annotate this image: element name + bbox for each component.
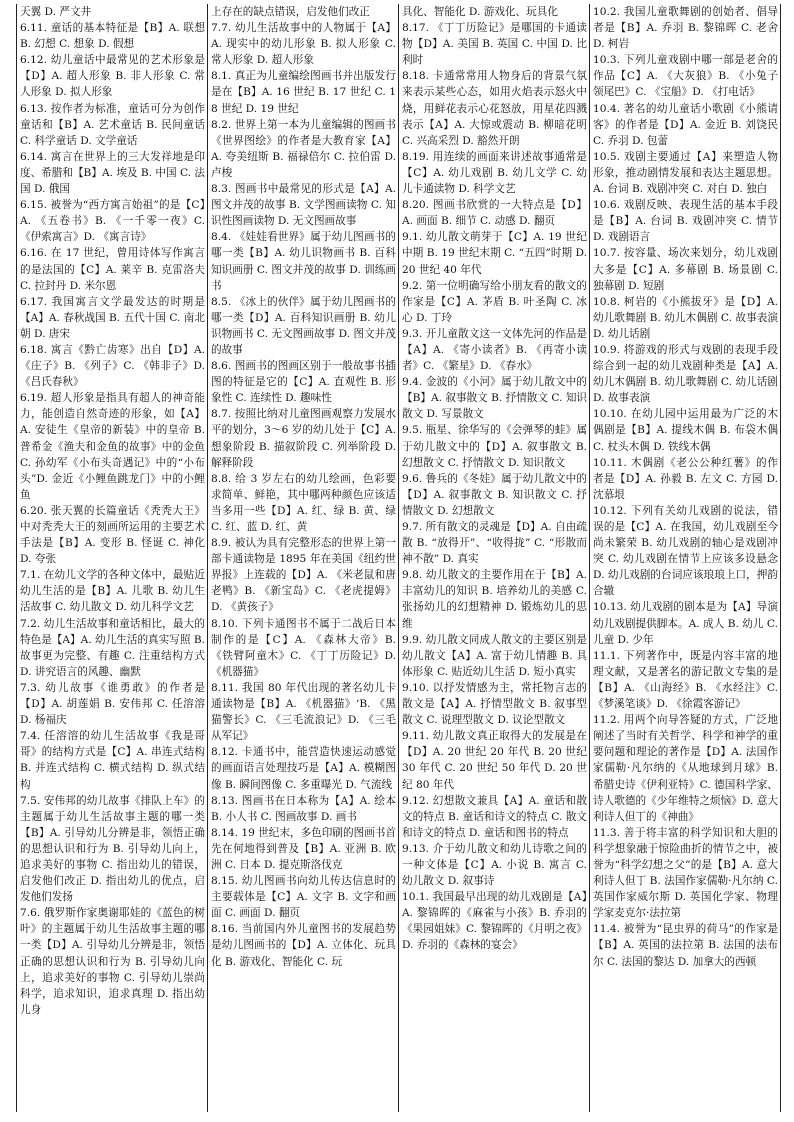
question-paragraph: 9.1. 幼儿散文萌芽于【C】A. 19 世纪中期 B. 19 世纪末期 C. “五四”时期 D. 20 世纪 40 年代 [402, 231, 587, 276]
question-paragraph: 6.17. 我国寓言文学最发达的时期是【A】A. 春秋战国 B. 五代十国 C. 南北朝 D. 唐宋 [20, 295, 205, 340]
question-paragraph: 9.2. 第一位明确写给小朋友看的散文的作家是【C】A. 茅盾 B. 叶圣陶 C. 冰心 D. 丁玲 [402, 279, 587, 324]
question-paragraph: 9.3. 开儿童散文这一文体先河的作品是【A】A. 《寄小读者》B. 《再寄小读者》C. 《繁星》D. 《春水》 [402, 327, 587, 373]
question-paragraph: 8.4. 《娃娃看世界》属于幼儿图画书的哪一类【B】A. 幼儿识物画书 B. 百科知识画册 C. 图文并茂的故事 D. 训练画书 [211, 231, 396, 292]
text-column-4 [590, 4, 781, 1112]
question-paragraph: 10.9. 将游戏的形式与戏剧的表现手段综合到一起的幼儿戏剧种类是【A】A. 幼儿木偶剧 B. 幼儿歌舞剧 C. 幼儿话剧 D. 故事表演 [593, 343, 778, 405]
question-paragraph: 上存在的缺点错误，启发他们改正 [211, 6, 370, 18]
question-paragraph: 7.5. 安伟邦的幼儿故事《排队上车》的主题属于幼儿生活故事主题的哪一类【B】A. 引导幼儿分辨是非，领悟正确的思想认识和行为 B. 引导幼儿向上，追求美好的事物 C. 指出幼儿的错误，启发他们改正 D. 指出幼儿的优点，启发他们发扬 [20, 794, 205, 904]
text-column-3 [399, 4, 590, 1112]
question-paragraph: 8.18. 卡通常常用人物身后的背景气氛来表示某些心态，如用火焰表示怒火中烧，用鲜花表示心花怒放，用星花四溅表示【A】A. 大惊或震动 B. 柳暗花明 C. 兴高采烈 D. 豁然开朗 [402, 70, 587, 147]
question-paragraph: 10.12. 下列有关幼儿戏剧的说法，错误的是【C】A. 在我国，幼儿戏剧至今尚未繁荣 B. 幼儿戏剧的轴心是戏剧冲突 C. 幼儿戏剧在情节上应该多设悬念 D. 幼儿戏剧的台词应该琅琅上口，押韵合辙 [593, 504, 778, 598]
question-paragraph: 9.8. 幼儿散文的主要作用在于【B】A. 丰富幼儿的知识 B. 培养幼儿的美感 C. 张扬幼儿的幻想精神 D. 锻炼幼儿的思维 [402, 569, 587, 630]
question-paragraph: 6.15. 被誉为“西方寓言始祖”的是【C】A. 《五卷书》B. 《一千零一夜》C. 《伊索寓言》D. 《寓言诗》 [20, 199, 205, 244]
question-paragraph: 9.10. 以抒发情感为主，常托物言志的散文是【A】A. 抒情型散文 B. 叙事型散文 C. 说理型散文 D. 议论型散文 [402, 681, 587, 727]
question-paragraph: 天翼 D. 严文井 [20, 6, 92, 18]
question-paragraph: 10.10. 在幼儿园中运用最为广泛的木偶剧是【B】A. 提线木偶 B. 布袋木偶 C. 杖头木偶 D. 铁线木偶 [593, 408, 778, 453]
question-paragraph: 具化、智能化 D. 游戏化、玩具化 [402, 6, 558, 18]
question-paragraph: 10.5. 戏剧主要通过【A】来塑造人物形象，推动剧情发展和表达主题思想。A. 台词 B. 戏剧冲突 C. 对白 D. 独白 [593, 150, 778, 196]
question-paragraph: 10.6. 戏剧反映、表现生活的基本手段是【B】A. 台词 B. 戏剧冲突 C. 情节 D. 戏剧语言 [593, 199, 778, 244]
question-paragraph: 8.17. 《丁丁历险记》是哪国的卡通读物【D】A. 美国 B. 英国 C. 中国 D. 比利时 [402, 22, 587, 67]
question-paragraph: 8.12. 卡通书中，能营造快速运动感觉的画面语言处理技巧是【A】A. 模糊图像 B. 瞬间图像 C. 多重曝光 D. 气流线 [211, 746, 396, 791]
question-paragraph: 10.8. 柯岩的《小熊拔牙》是【D】A. 幼儿歌舞剧 B. 幼儿木偶剧 C. 故事表演 D. 幼儿话剧 [593, 295, 778, 340]
question-paragraph: 7.6. 俄罗斯作家奥谢耶娃的《蓝色的树叶》的主题属于幼儿生活故事主题的哪一类【D】A. 引导幼儿分辨是非，领悟正确的思想认识和行为 B. 引导幼儿向上，追求美好的事物 C. 引导幼儿崇尚科学，追求知识，追求真理 D. 指出幼儿身 [20, 907, 205, 1016]
question-paragraph: 8.16. 当前国内外儿童图书的发展趋势是幼儿图画书的【D】A. 立体化、玩具化 B. 游戏化、智能化 C. 玩 [211, 923, 396, 968]
question-paragraph: 8.6. 图画书的图画区别于一般故事书插图的特征是它的【C】A. 直观性 B. 形象性 C. 连续性 D. 趣味性 [211, 360, 396, 405]
question-paragraph: 6.20. 张天翼的长篇童话《秃秃大王》中对秃秃大王的刻画所运用的主要艺术手法是【B】A. 变形 B. 怪诞 C. 神化 D. 夸张 [20, 504, 205, 566]
question-paragraph: 8.1. 真正为儿童编绘图画书并出版发行是在【B】A. 16 世纪 B. 17 世纪 C. 18 世纪 D. 19 世纪 [211, 70, 396, 115]
question-paragraph: 6.18. 寓言《黔亡齿寒》出自【D】A. 《庄子》B. 《列子》C. 《韩非子》D. 《吕氏春秋》 [20, 343, 205, 389]
question-paragraph: 10.13. 幼儿戏剧的剧本是为【A】导演幼儿戏剧提供脚本。A. 成人 B. 幼儿 C. 儿童 D. 少年 [593, 601, 778, 646]
question-paragraph: 8.14. 19 世纪末，多色印刷的图画书首先在何地得到普及【B】A. 亚洲 B. 欧洲 C. 日本 D. 提克斯洛伐克 [211, 826, 396, 871]
text-column-1 [17, 4, 208, 1112]
question-paragraph: 10.2. 我国儿童歌舞剧的创始者、倡导者是【B】A. 乔羽 B. 黎锦晖 C. 老舍 D. 柯岩 [593, 6, 778, 51]
question-paragraph: 8.8. 给 3 岁左右的幼儿绘画，色彩要求简单、鲜艳，其中哪两种颜色应该适当多用一些【D】A. 红、绿 B. 黄、绿 C. 红、蓝 D. 红、黄 [211, 472, 396, 533]
question-paragraph: 11.3. 善于将丰富的科学知识和大胆的科学想象融于惊险曲折的情节之中，被誉为“科学幻想之父”的是【B】A. 意大利诗人但丁 B. 法国作家儒勒·凡尔纳 C. 英国作家威尔斯 D. 英国化学家、物理学家麦克尔·法拉第 [593, 826, 778, 920]
question-paragraph: 9.7. 所有散文的灵魂是【D】A. 自由疏散 B. “放得开”、“收得拢” C. “形散而神不散” D. 真实 [402, 521, 587, 566]
question-paragraph: 9.13. 介于幼儿散文和幼儿诗歌之间的一种文体是【C】A. 小说 B. 寓言 C. 幼儿散文 D. 叙事诗 [402, 842, 587, 888]
question-paragraph: 8.3. 图画书中最常见的形式是【A】A. 图文并茂的故事 B. 文学图画读物 C. 知识性图画读物 D. 无文图画故事 [211, 183, 396, 228]
text-column-2 [208, 4, 399, 1112]
question-paragraph: 10.7. 按容量、场次来划分，幼儿戏剧大多是【C】A. 多幕剧 B. 场景剧 C. 独幕剧 D. 短剧 [593, 247, 778, 292]
question-paragraph: 6.19. 超人形象是指具有超人的神奇能力，能创造自然奇迹的形象，如【A】A. 安徒生《皇帝的新装》中的皇帝 B. 普希金《渔夫和金鱼的故事》中的金鱼 C. 孙幼军《小布头奇遇记》中的“小布头”D. 金近《小鲤鱼跳龙门》中的小鲤鱼 [20, 392, 205, 501]
question-paragraph: 10.4. 著名的幼儿童话小歌剧《小熊请客》的作者是【D】A. 金近 B. 刘饶民 C. 乔羽 D. 包蕾 [593, 102, 778, 147]
question-paragraph: 9.9. 幼儿散文同成人散文的主要区别是幼儿散文【A】A. 富于幼儿情趣 B. 具体形象 C. 贴近幼儿生活 D. 短小真实 [402, 633, 587, 678]
question-paragraph: 11.1. 下列著作中，既是内容丰富的地理文献，又是著名的游记散文专集的是【B】A. 《山海经》B. 《水经注》C. 《梦溪笔谈》D. 《徐霞客游记》 [593, 649, 778, 711]
question-paragraph: 8.20. 图画书欣赏的一大特点是【D】A. 画面 B. 细节 C. 动感 D. 翻页 [402, 199, 587, 228]
question-paragraph: 8.11. 我国 80 年代出现的著名幼儿卡通读物是【B】A. 《机器猫》‘B. 《黑猫警长》C. 《三毛流浪记》D. 《三毛从军记》 [211, 681, 396, 743]
question-paragraph: 10.1. 我国最早出现的幼儿戏剧是【A】A. 黎锦晖的《麻雀与小孩》B. 乔羽的《果园姐妹》C. 黎锦晖的《月明之夜》D. 乔羽的《森林的宴会》 [402, 891, 587, 952]
question-paragraph: 11.2. 用两个向导答疑的方式，广泛地阐述了当时有关哲学、科学和神学的重要问题和理论的著作是【D】A. 法国作家儒勒·凡尔纳的《从地球到月球》B. 希腊史诗《伊利亚特》C. 德国科学家、诗人歌德的《少年维特之烦恼》D. 意大利诗人但丁的《神曲》 [593, 714, 778, 823]
exam-page [16, 4, 783, 1112]
question-paragraph: 9.11. 幼儿散文真正取得大的发展是在【D】A. 20 世纪 20 年代 B. 20 世纪 30 年代 C. 20 世纪 50 年代 D. 20 世纪 80 年代 [402, 730, 587, 791]
question-paragraph: 8.19. 用连续的画面来讲述故事通常是【C】A. 幼儿戏剧 B. 幼儿文学 C. 幼儿卡通读物 D. 科学文艺 [402, 150, 587, 196]
question-paragraph: 7.2. 幼儿生活故事和童话相比，最大的特色是【A】A. 幼儿生活的真实写照 B. 故事更为完整、有趣 C. 注重结构方式 D. 讲究语言的风趣、幽默 [20, 617, 205, 678]
question-paragraph: 8.7. 按照比纳对儿童图画观察力发展水平的划分，3～6 岁的幼儿处于【C】A. 想象阶段 B. 描叙阶段 C. 列举阶段 D. 解释阶段 [211, 408, 396, 469]
question-paragraph: 10.3. 下列儿童戏剧中哪一部是老舍的作品【C】A. 《大灰狼》B. 《小兔子领尾巴》C. 《宝船》D. 《打电话》 [593, 54, 778, 99]
question-paragraph: 8.10. 下列卡通图书不属于二战后日本制作的是【C】A. 《森林大帝》B. 《铁臂阿童木》C. 《丁丁历险记》D. 《机器猫》 [211, 617, 396, 678]
question-paragraph: 9.5. 瓶星、徐华写的《会弹琴的蛙》属于幼儿散文中的【D】A. 叙事散文 B. 幻想散文 C. 抒情散文 D. 知识散文 [402, 424, 587, 469]
question-paragraph: 8.2. 世界上第一本为儿童编辑的图画书《世界图绘》的作者是大教育家【A】A. 夸美纽斯 B. 福禄倍尔 C. 拉伯雷 D. 卢梭 [211, 118, 396, 179]
question-paragraph: 10.11. 木偶剧《老公公种红薯》的作者是【D】A. 孙毅 B. 左文 C. 方园 D. 沈慕垠 [593, 456, 778, 501]
question-paragraph: 7.1. 在幼儿文学的各种文体中，最贴近幼儿生活的是【B】A. 儿歌 B. 幼儿生活故事 C. 幼儿散文 D. 幼儿科学文艺 [20, 569, 205, 614]
question-paragraph: 6.12. 幼儿童话中最常见的艺术形象是【D】A. 超人形象 B. 非人形象 C. 常人形象 D. 拟人形象 [20, 54, 205, 99]
question-paragraph: 6.16. 在 17 世纪，曾用诗体写作寓言的是法国的【C】A. 莱辛 B. 克雷洛夫 C. 拉封丹 D. 米尔恩 [20, 247, 205, 292]
question-paragraph: 9.12. 幻想散文兼具【A】A. 童话和散文的特点 B. 童话和诗文的特点 C. 散文和诗文的特点 D. 童话和图书的特点 [402, 794, 587, 839]
question-paragraph: 6.11. 童话的基本特征是【B】A. 联想 B. 幻想 C. 想象 D. 假想 [20, 22, 205, 51]
question-paragraph: 8.9. 被认为具有完整形态的世界上第一部卡通读物是 1895 年在美国《纽约世界报》上连载的【D】A. 《米老鼠和唐老鸭》B. 《新宝岛》C. 《老虎提姆》D. 《黄孩子》 [211, 537, 396, 614]
question-paragraph: 7.7. 幼儿生活故事中的人物属于【A】A. 现实中的幼儿形象 B. 拟人形象 C. 常人形象 D. 超人形象 [211, 22, 396, 67]
question-paragraph: 6.13. 按作者为标准，童话可分为创作童话和【B】A. 艺术童话 B. 民间童话 C. 科学童话 D. 文学童话 [20, 102, 205, 147]
question-paragraph: 8.15. 幼儿图画书向幼儿传达信息时的主要载体是【C】A. 文字 B. 文字和画面 C. 画面 D. 翻页 [211, 875, 396, 920]
question-paragraph: 8.13. 图画书在日本称为【A】A. 绘本 B. 小人书 C. 图画故事 D. 画书 [211, 794, 396, 823]
question-paragraph: 7.3. 幼儿故事《谁勇敢》的作者是【D】A. 胡莲娟 B. 安伟邦 C. 任溶溶 D. 杨福庆 [20, 681, 205, 727]
question-paragraph: 11.4. 被誉为“昆虫界的荷马”的作家是【B】A. 英国的法拉第 B. 法国的法布尔 C. 法国的黎达 D. 加拿大的西顿 [593, 923, 778, 968]
question-paragraph: 9.6. 鲁兵的《冬娃》属于幼儿散文中的【D】A. 叙事散文 B. 知识散文 C. 抒情散文 D. 幻想散文 [402, 472, 587, 517]
question-paragraph: 9.4. 金波的《小河》属于幼儿散文中的【B】A. 叙事散文 B. 抒情散文 C. 知识散文 D. 写景散文 [402, 376, 588, 421]
question-paragraph: 8.5. 《冰上的伙伴》属于幼儿图画书的哪一类【D】A. 百科知识画册 B. 幼儿识物画书 C. 无文图画故事 D. 图文并茂的故事 [211, 295, 396, 356]
question-paragraph: 6.14. 寓言在世界上的三大发祥地是印度、希腊和【B】A. 埃及 B. 中国 C. 法国 D. 俄国 [20, 150, 206, 196]
question-paragraph: 7.4. 任溶溶的幼儿生活故事《我是哥哥》的结构方式是【C】A. 串连式结构 B. 并连式结构 C. 横式结构 D. 纵式结构 [20, 730, 205, 791]
